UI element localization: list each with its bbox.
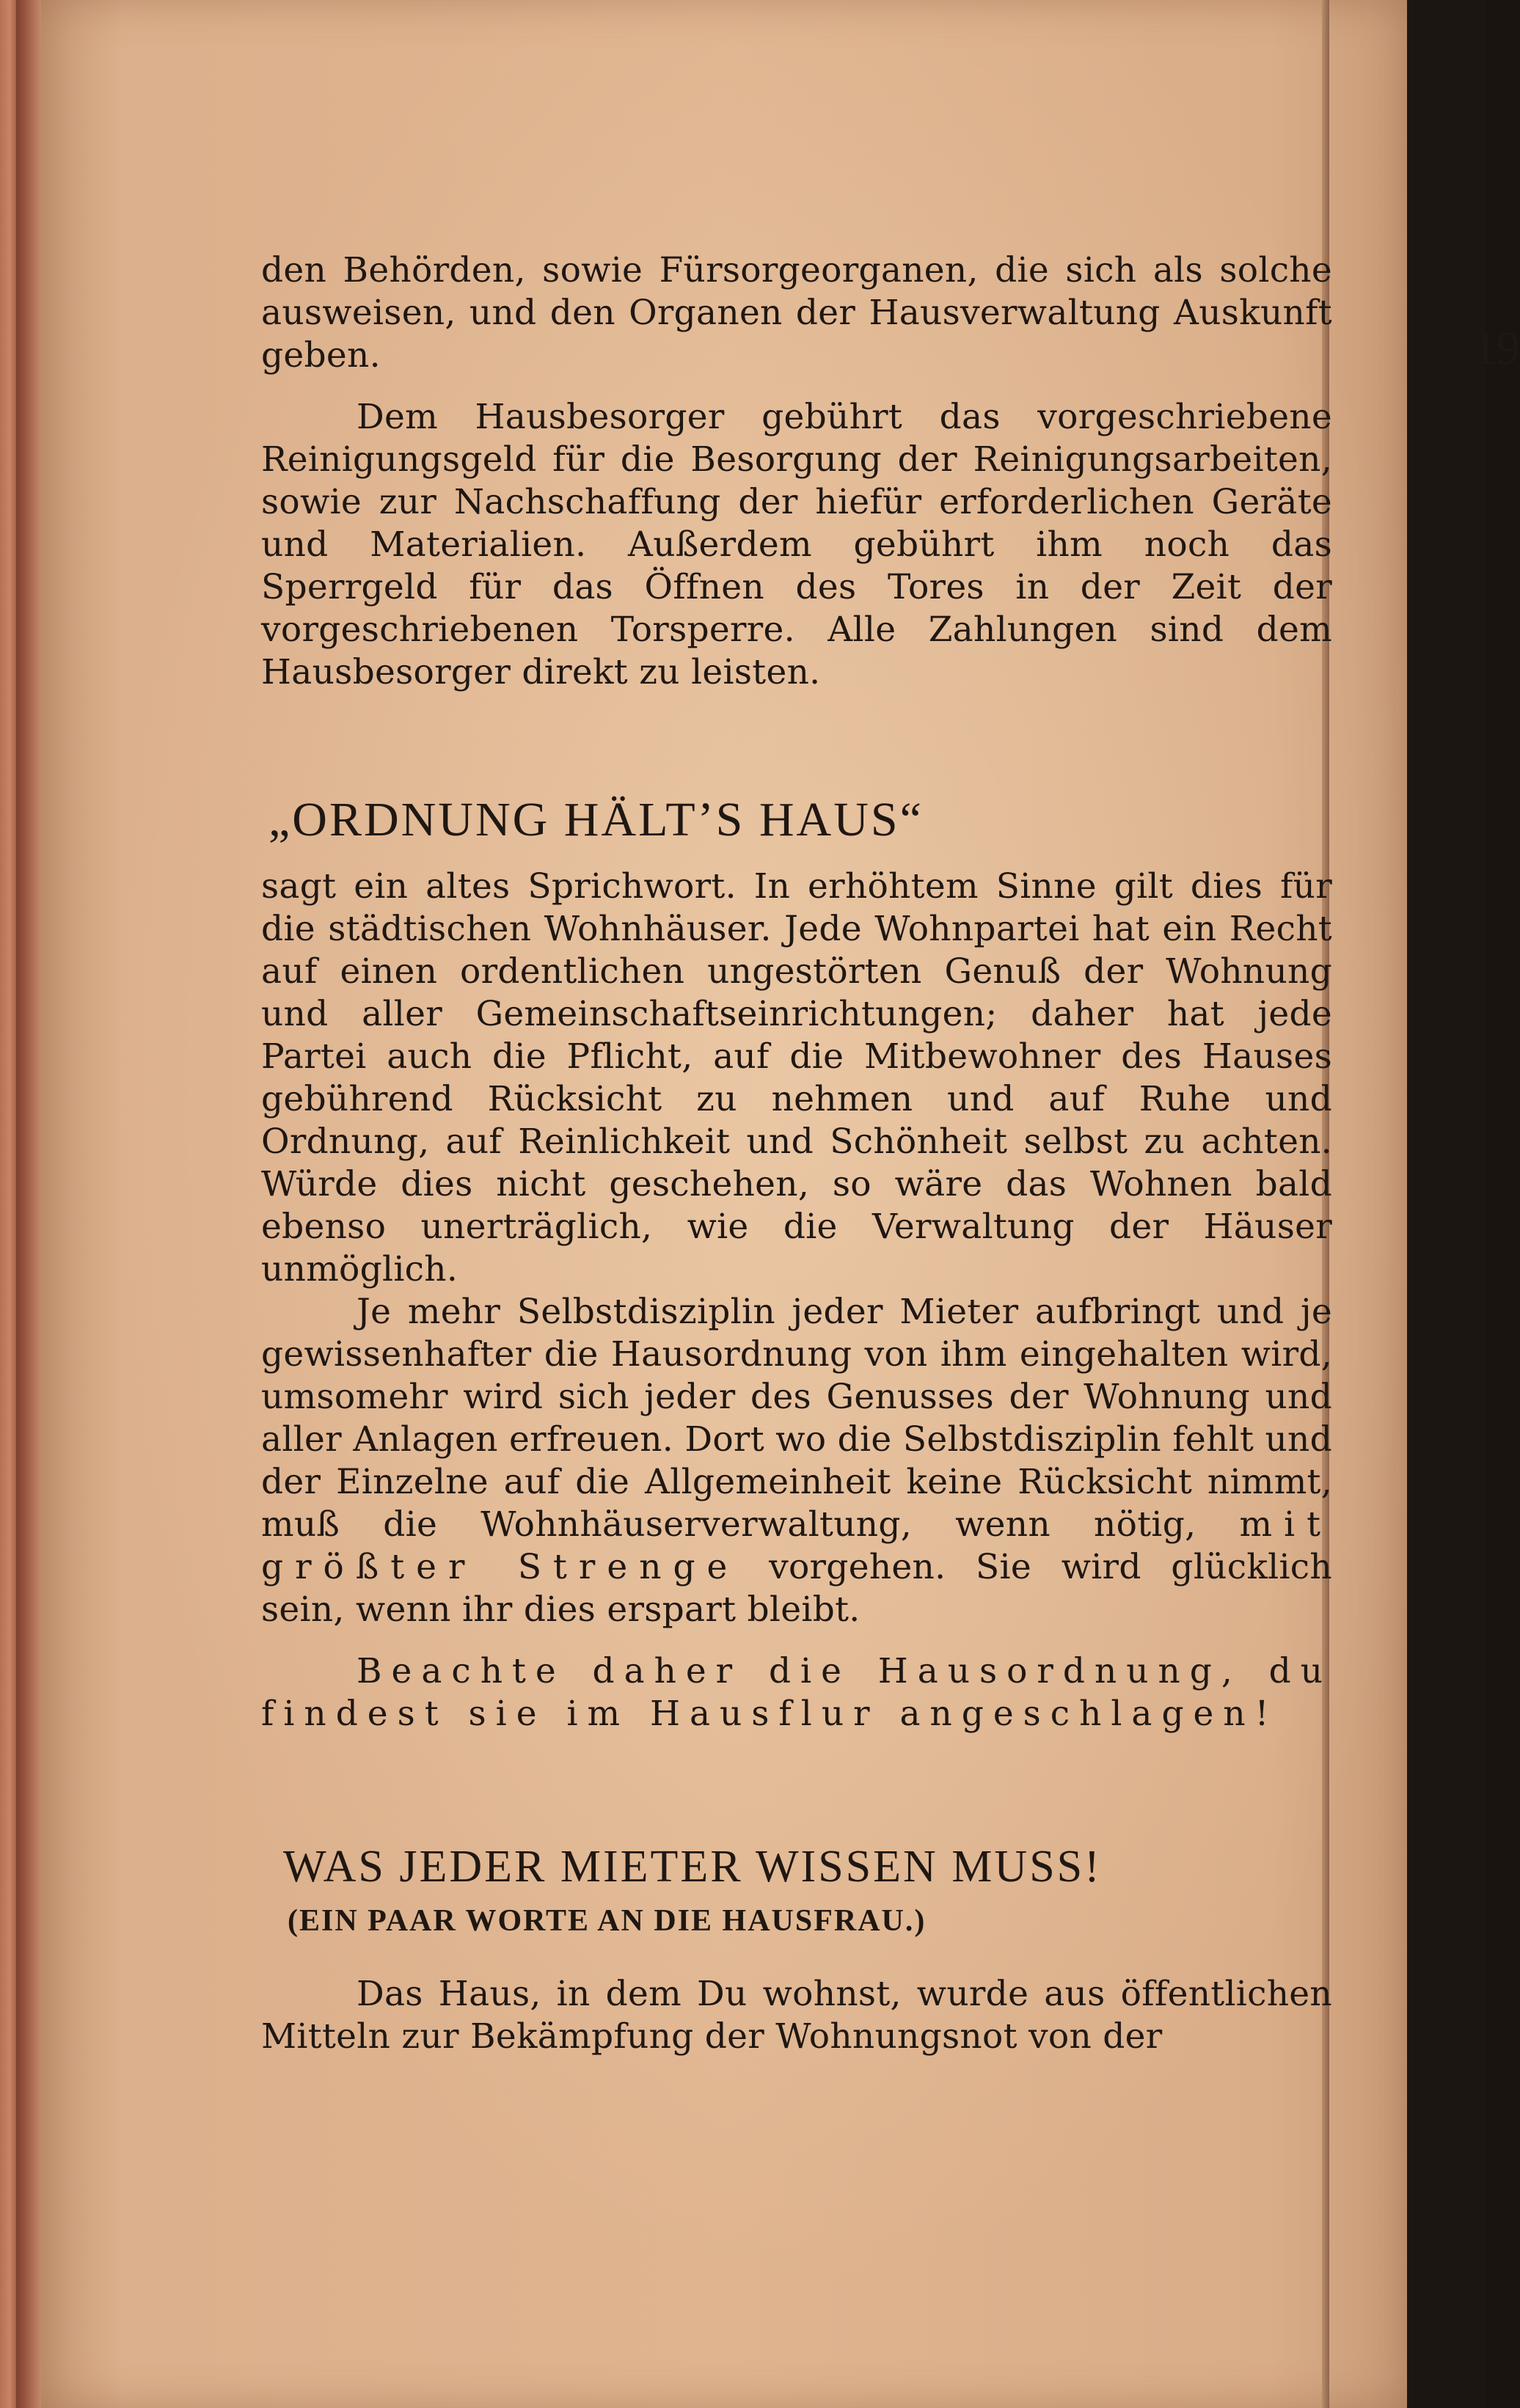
emphasized-paragraph: Beachte daher die Hausordnung, du findest sie im Hausflur angeschlagen! [261,1651,1332,1734]
paragraph-the-house [261,1973,1332,2058]
heading-was-jeder-mieter-wissen-muss: WAS JEDER MIETER WISSEN MUSS! [283,1842,1102,1892]
section-heading-tenant [283,1841,1102,1893]
section-heading-order [268,792,924,848]
paragraph-text: sagt ein altes Sprichwort. In erhöhtem Sinne gilt dies für die städtischen Wohnhäuser. Jede Wohnpartei hat ein Recht auf einen ordentlichen ungestörten Genuß der Wohnung und aller Gemeinschaftseinrichtungen; daher hat jede Partei auch die Pflicht, auf die Mitbewohner des Hauses gebührend Rücksicht zu nehmen und auf Ruhe und Ordnung, auf Reinlichkeit und Schönheit selbst zu achten. Würde dies nicht geschehen, so wäre das Wohnen bald ebenso unerträglich, wie die Verwaltung der Häuser unmöglich. [261,866,1332,1289]
paragraph-text [261,1291,1332,1631]
book-page [41,0,1520,2408]
paragraph-authorities [261,249,1332,377]
paragraph-text: Das Haus, in dem Du wohnst, wurde aus öffentlichen Mitteln zur Bekämpfung der Wohnungsnot von der [261,1974,1332,2057]
paragraph-text: den Behörden, sowie Fürsorgeorganen, die sich als solche ausweisen, und den Organen der Hausverwaltung Auskunft geben. [261,250,1332,376]
book-binding-edge [0,0,16,2408]
page-number: 19 [1473,322,1520,374]
paragraph-text: Dem Hausbesorger gebührt das vorgeschriebene Reinigungsgeld für die Besorgung der Reinigungsarbeiten, sowie zur Nachschaffung der hiefür erforderlichen Geräte und Materialien. Außerdem gebührt ihm noch das Sperrgeld für das Öffnen des Tores in der Zeit der vorgeschriebenen Torsperre. Alle Zahlungen sind dem Hausbesorger direkt zu leisten. [261,397,1332,692]
emphasized-text: mit größter Strenge [261,1504,1332,1587]
subheading-hausfrau: (EIN PAAR WORTE AN DIE HAUSFRAU.) [288,1904,927,1938]
book-spine-shadow [16,0,41,2408]
paragraph-notice-hausordnung [261,1650,1332,1735]
heading-ordnung-haelts-haus: „ORDNUNG HÄLT’S HAUS“ [268,793,924,846]
paragraph-cleaning-fee [261,396,1332,694]
section-subheading [276,1903,926,1939]
paragraph-text-end: vorgehen. Sie wird glücklich sein, wenn ihr dies erspart bleibt. [261,1547,1332,1630]
paragraph-text-start: Je mehr Selbstdisziplin jeder Mieter aufbringt und je gewissenhafter die Hausordnung von ihm eingehalten wird, umsomehr wird sich jeder des Genusses der Wohnung und aller Anlagen erfreuen. Dort wo die Selbstdisziplin fehlt und der Einzelne auf die Allgemeinheit keine Rücksicht nimmt, muß die Wohnhäuserverwaltung, wenn nötig, [261,1292,1332,1545]
paragraph-proverb [261,866,1332,1291]
paragraph-self-discipline [261,1291,1332,1631]
